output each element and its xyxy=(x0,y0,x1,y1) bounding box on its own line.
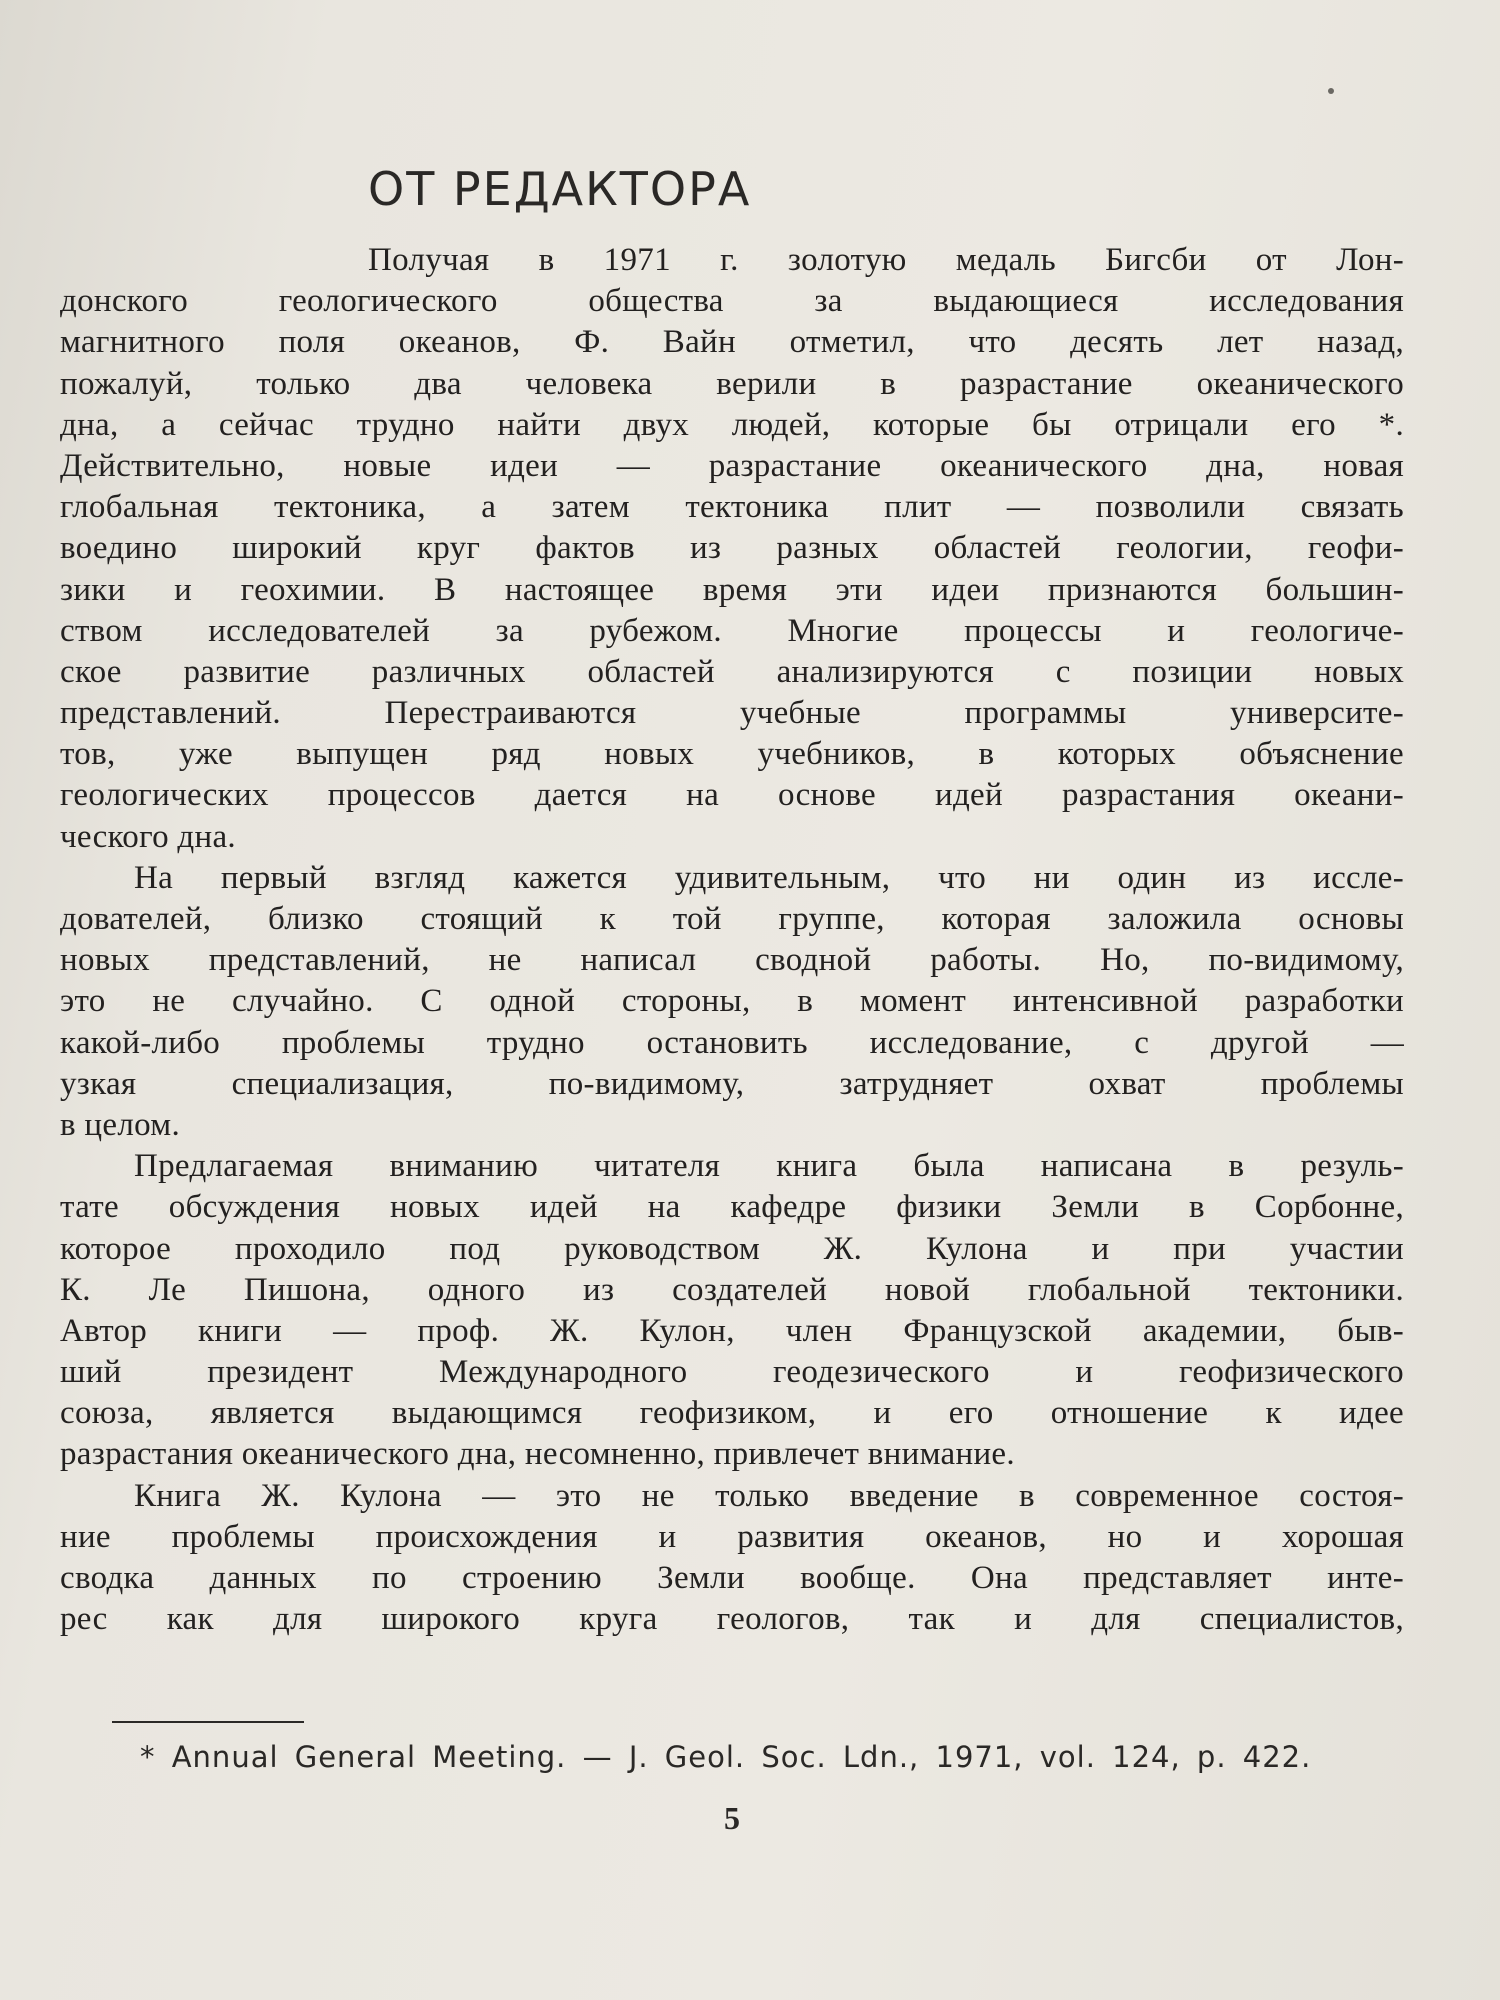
text-line: Действительно, новые идеи — разрастание океанического дна, новая xyxy=(60,447,1404,484)
text-line: дователей, близко стоящий к той группе, которая заложила основы xyxy=(60,901,1404,937)
text-line: разрастания океанического дна, несомненно, привлечет внимание. xyxy=(60,1436,1015,1473)
text-line: Получая в 1971 г. золотую медаль Бигсби от Лон- xyxy=(368,242,1404,278)
text-line: К. Ле Пишона, одного из создателей новой глобальной тектоники. xyxy=(60,1271,1404,1308)
text-line: донского геологического общества за выдающиеся исследования xyxy=(60,283,1404,320)
footnote: * Annual General Meeting. — J. Geol. Soc. Ldn., 1971, vol. 124, p. 422. xyxy=(140,1740,1312,1774)
text-line: ший президент Международного геодезического и геофизического xyxy=(60,1354,1404,1391)
body-text xyxy=(60,240,1404,1640)
text-line: На первый взгляд кажется удивительным, что ни один из иссле- xyxy=(134,859,1404,896)
text-line: Книга Ж. Кулона — это не только введение в современное состоя- xyxy=(134,1477,1404,1514)
text-line: рес как для широкого круга геологов, так и для специалистов, xyxy=(60,1601,1404,1638)
text-line: магнитного поля океанов, Ф. Вайн отметил, что десять лет назад, xyxy=(60,324,1404,361)
text-line: в целом. xyxy=(60,1106,181,1143)
text-line: сводка данных по строению Земли вообще. Она представляет инте- xyxy=(60,1560,1404,1596)
text-line: какой-либо проблемы трудно остановить исследование, с другой — xyxy=(60,1024,1404,1061)
text-line: тате обсуждения новых идей на кафедре физики Земли в Сорбонне, xyxy=(60,1189,1404,1226)
text-line: представлений. Перестраиваются учебные программы университе- xyxy=(60,695,1404,732)
text-line: новых представлений, не написал сводной работы. Но, по-видимому, xyxy=(60,942,1404,979)
text-line: дна, а сейчас трудно найти двух людей, которые бы отрицали его *. xyxy=(60,406,1404,443)
text-line: ние проблемы происхождения и развития океанов, но и хорошая xyxy=(60,1518,1404,1555)
text-line: которое проходило под руководством Ж. Кулона и при участии xyxy=(60,1230,1404,1267)
text-line: союза, является выдающимся геофизиком, и его отношение к идее xyxy=(60,1395,1404,1432)
text-line: ством исследователей за рубежом. Многие процессы и геологиче- xyxy=(60,612,1404,649)
text-line: тов, уже выпущен ряд новых учебников, в которых объяснение xyxy=(60,736,1404,773)
text-line: геологических процессов дается на основе идей разрастания океани- xyxy=(60,777,1404,814)
text-line: узкая специализация, по-видимому, затрудняет охват проблемы xyxy=(60,1065,1404,1102)
page-number: 5 xyxy=(724,1800,740,1836)
footnote-rule xyxy=(112,1721,304,1723)
text-line: ское развитие различных областей анализируются с позиции новых xyxy=(60,653,1404,690)
text-line: ческого дна. xyxy=(60,818,236,855)
text-line: Автор книги — проф. Ж. Кулон, член Французской академии, быв- xyxy=(60,1312,1404,1349)
text-line: это не случайно. С одной стороны, в момент интенсивной разработки xyxy=(60,983,1404,1020)
paper-speck xyxy=(1328,88,1334,94)
text-line: воедино широкий круг фактов из разных областей геологии, геофи- xyxy=(60,530,1404,567)
text-line: Предлагаемая вниманию читателя книга была написана в резуль- xyxy=(134,1148,1404,1185)
text-line: зики и геохимии. В настоящее время эти идеи признаются большин- xyxy=(60,571,1404,608)
text-line: глобальная тектоника, а затем тектоника плит — позволили связать xyxy=(60,489,1404,526)
text-line: пожалуй, только два человека верили в разрастание океанического xyxy=(60,365,1404,402)
page-heading: ОТ РЕДАКТОРА xyxy=(368,162,752,216)
